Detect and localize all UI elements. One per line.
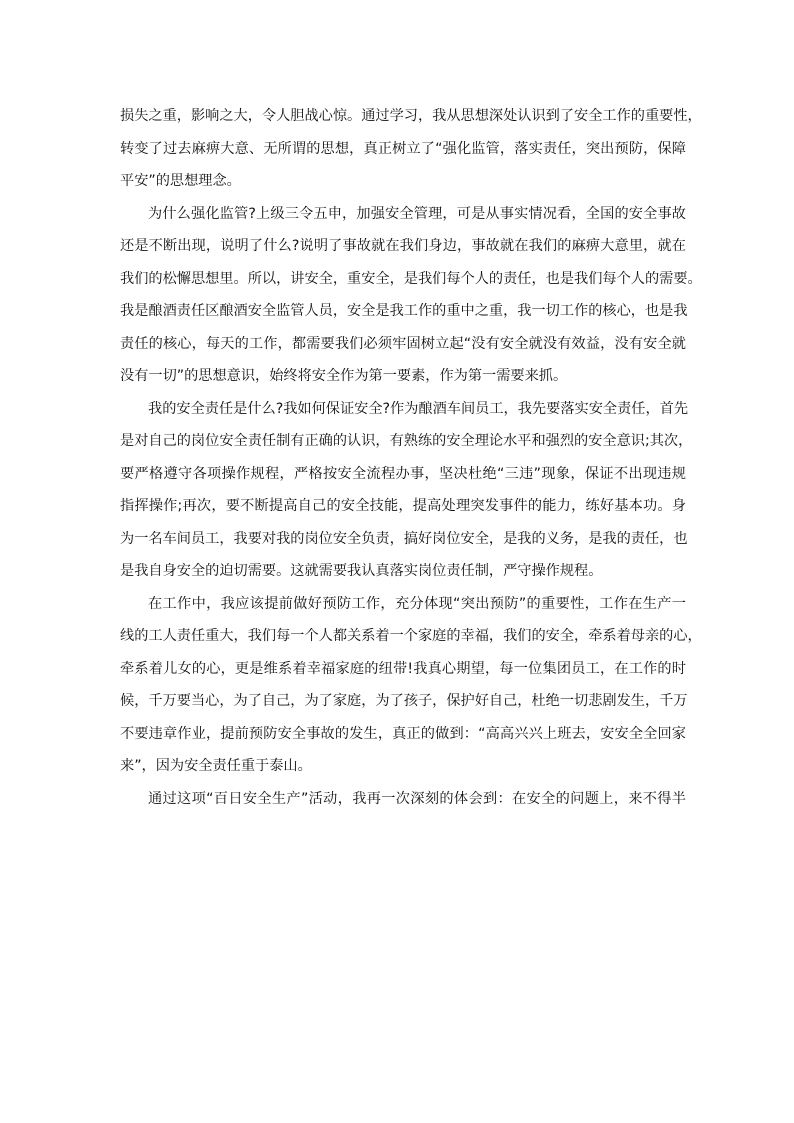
text-line: 责任的核心，每天的工作，都需要我们必须牢固树立起“没有安全就没有效益，没有安全就 bbox=[120, 335, 686, 352]
text-line: 是我自身安全的迫切需要。这就需要我认真落实岗位责任制，严守操作规程。 bbox=[120, 563, 603, 579]
text-line: 在工作中，我应该提前做好预防工作，充分体现“突出预防”的重要性，工作在生产一 bbox=[148, 595, 686, 612]
document-body bbox=[120, 100, 702, 815]
text-line: 不要违章作业，提前预防安全事故的发生，真正的做到：“高高兴兴上班去，安安全全回家 bbox=[120, 725, 686, 742]
text-line: 为什么强化监管?上级三令五申，加强安全管理，可是从事实情况看，全国的安全事故 bbox=[148, 205, 686, 222]
text-line: 为一名车间员工，我要对我的岗位安全负责，搞好岗位安全，是我的义务，是我的责任，也 bbox=[120, 530, 688, 547]
text-line: 转变了过去麻痹大意、无所谓的思想，真正树立了“强化监管，落实责任，突出预防，保障 bbox=[120, 140, 686, 157]
text-line: 来”，因为安全责任重于泰山。 bbox=[120, 758, 312, 774]
text-line: 要严格遵守各项操作规程，严格按安全流程办事，坚决杜绝“三违”现象，保证不出现违规 bbox=[120, 465, 686, 482]
text-line: 候，千万要当心，为了自己，为了家庭，为了孩子，保护好自己，杜绝一切悲剧发生，千万 bbox=[120, 693, 688, 709]
text-line: 我的安全责任是什么?我如何保证安全?作为酿酒车间员工，我先要落实安全责任，首先 bbox=[148, 400, 689, 417]
text-line: 指挥操作;再次，要不断提高自己的安全技能，提高处理突发事件的能力，练好基本功。身 bbox=[120, 498, 686, 514]
text-line: 平安”的思想理念。 bbox=[120, 173, 241, 189]
text-line: 线的工人责任重大，我们每一个人都关系着一个家庭的幸福，我们的安全，牵系着母亲的心， bbox=[120, 628, 702, 644]
text-line: 通过这项“百日安全生产”活动，我再一次深刻的体会到：在安全的问题上，来不得半 bbox=[148, 790, 686, 807]
text-line: 没有一切”的思想意识，始终将安全作为第一要素，作为第一需要来抓。 bbox=[120, 368, 568, 384]
text-line: 我们的松懈思想里。所以，讲安全，重安全，是我们每个人的责任，也是我们每个人的需要。 bbox=[120, 270, 702, 287]
text-line: 我是酿酒责任区酿酒安全监管人员，安全是我工作的重中之重，我一切工作的核心，也是我 bbox=[120, 303, 688, 319]
text-line: 还是不断出现，说明了什么?说明了事故就在我们身边，事故就在我们的麻痹大意里，就在 bbox=[120, 238, 686, 254]
text-line: 损失之重，影响之大，令人胆战心惊。通过学习，我从思想深处认识到了安全工作的重要性， bbox=[120, 108, 702, 124]
text-line: 牵系着儿女的心，更是维系着幸福家庭的纽带!我真心期望，每一位集团员工，在工作的时 bbox=[120, 660, 686, 677]
text-line: 是对自己的岗位安全责任制有正确的认识，有熟练的安全理论水平和强烈的安全意识;其次， bbox=[120, 433, 693, 449]
